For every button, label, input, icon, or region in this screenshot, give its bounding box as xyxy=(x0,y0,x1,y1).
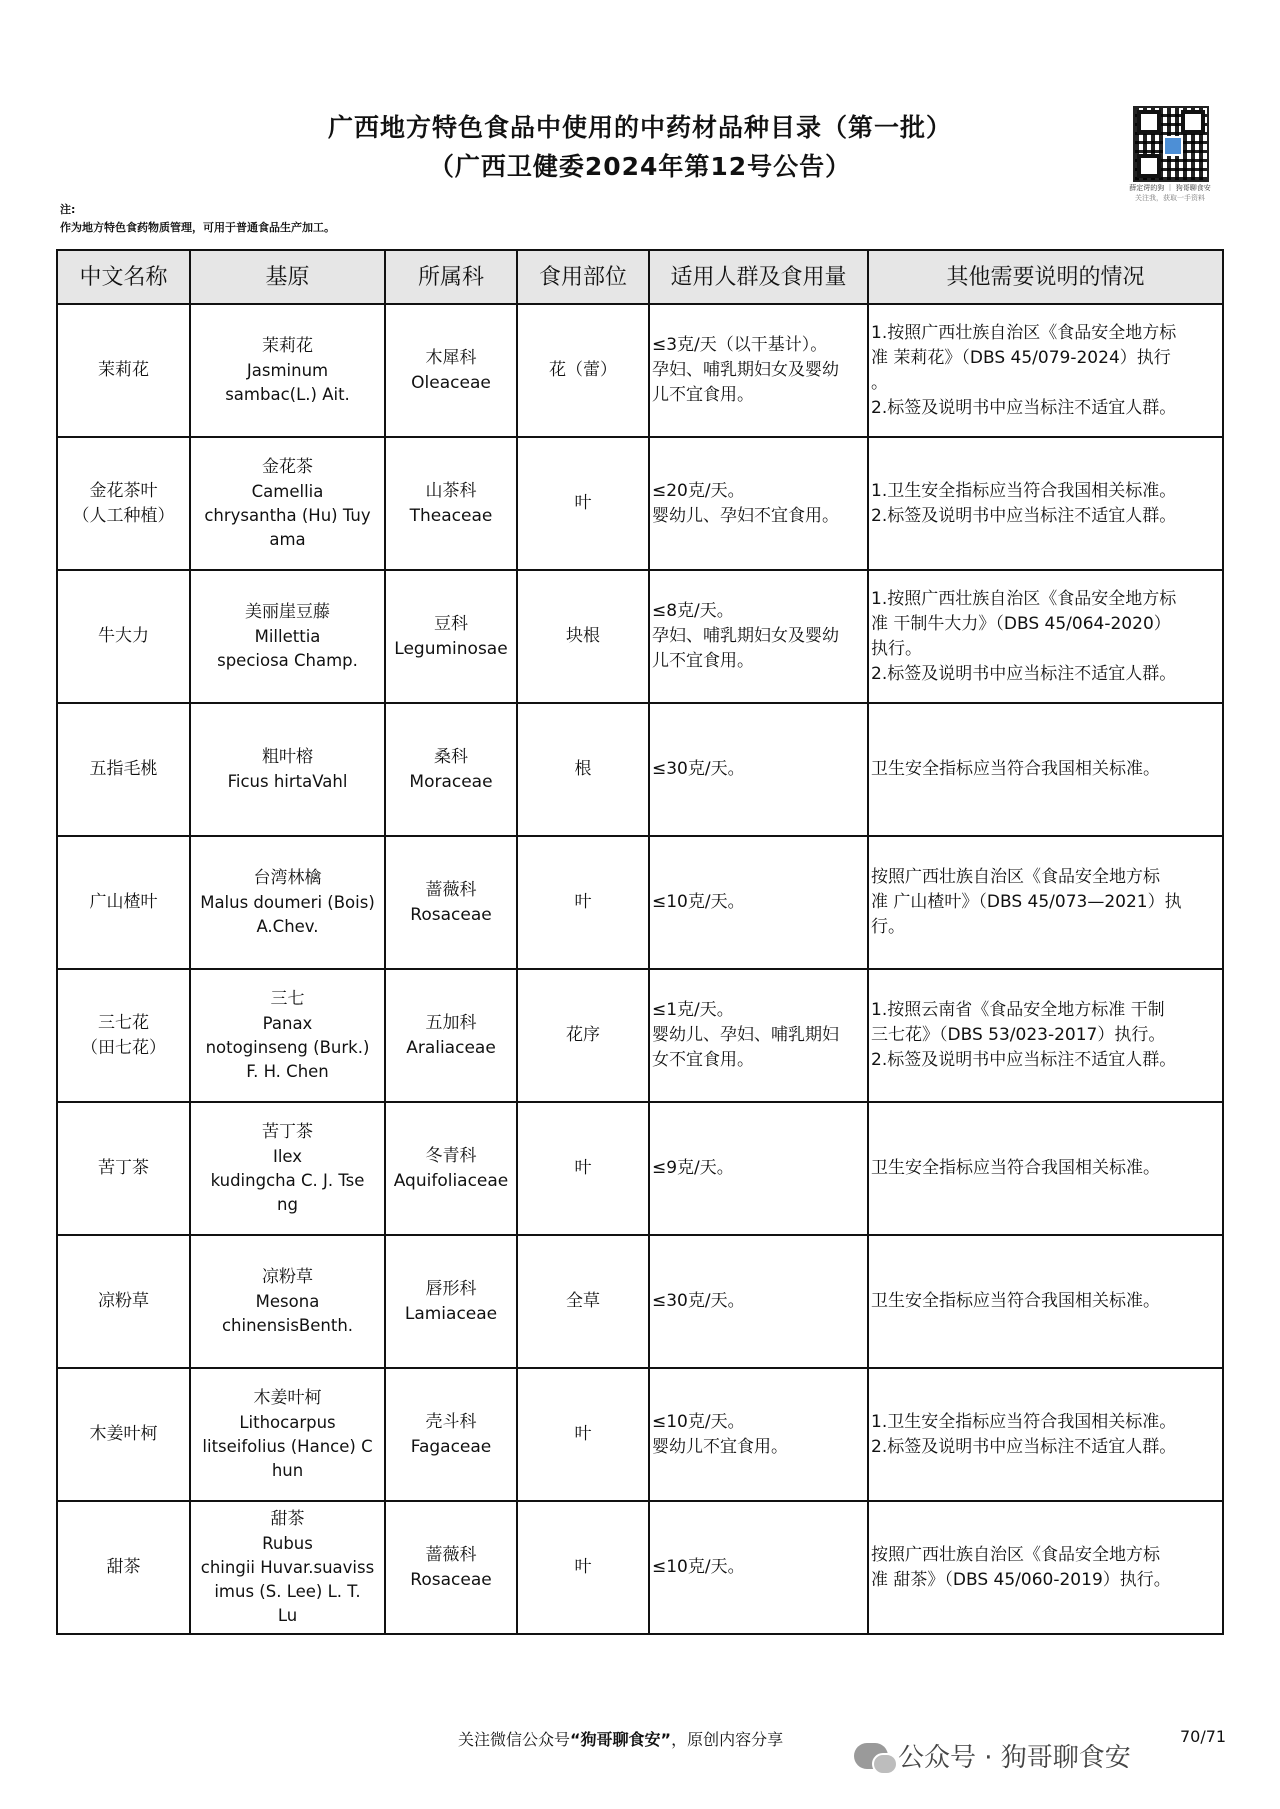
wechat-label: 公众号 · 狗哥聊食安 xyxy=(898,1743,1131,1773)
cell-basal xyxy=(190,703,385,836)
wechat-watermark xyxy=(854,1737,1131,1774)
cell-usage: ≤1克/天。 婴幼儿、孕妇、哺乳期妇 女不宜食用。 xyxy=(649,969,868,1102)
column-header: 适用人群及食用量 xyxy=(649,250,868,304)
cell-notes: 卫生安全指标应当符合我国相关标准。 xyxy=(868,1102,1223,1235)
cell-name: 木姜叶柯 xyxy=(57,1368,190,1501)
cell-notes: 1.卫生安全指标应当符合我国相关标准。 2.标签及说明书中应当标注不适宜人群。 xyxy=(868,1368,1223,1501)
cell-notes: 1.按照广西壮族自治区《食品安全地方标 准 茉莉花》（DBS 45/079-2024）执行 。 2.标签及说明书中应当标注不适宜人群。 xyxy=(868,304,1223,437)
cell-usage: ≤30克/天。 xyxy=(649,703,868,836)
cell-name: 牛大力 xyxy=(57,570,190,703)
page-number: 70/71 xyxy=(1180,1727,1227,1746)
cell-basal xyxy=(190,969,385,1102)
cell-family: 唇形科 Lamiaceae xyxy=(385,1235,517,1368)
cell-notes: 1.按照广西壮族自治区《食品安全地方标 准 干制牛大力》（DBS 45/064-2020） 执行。 2.标签及说明书中应当标注不适宜人群。 xyxy=(868,570,1223,703)
cell-usage: ≤8克/天。 孕妇、哺乳期妇女及婴幼 儿不宜食用。 xyxy=(649,570,868,703)
table-row xyxy=(57,703,1223,836)
cell-notes: 卫生安全指标应当符合我国相关标准。 xyxy=(868,703,1223,836)
cell-family: 蔷薇科 Rosaceae xyxy=(385,1501,517,1634)
qr-code-icon xyxy=(1133,106,1209,182)
basal-latin: Lithocarpus litseifolius (Hance) C hun xyxy=(202,1413,373,1480)
cell-family: 冬青科 Aquifoliaceae xyxy=(385,1102,517,1235)
basal-cn: 台湾林檎 xyxy=(253,868,322,888)
basal-latin: Millettia speciosa Champ. xyxy=(217,627,358,670)
table-row xyxy=(57,836,1223,969)
table-row xyxy=(57,437,1223,570)
table-row xyxy=(57,1102,1223,1235)
column-header: 食用部位 xyxy=(517,250,649,304)
cell-family: 壳斗科 Fagaceae xyxy=(385,1368,517,1501)
table-row xyxy=(57,1368,1223,1501)
note-label: 注: xyxy=(60,203,76,216)
wechat-icon xyxy=(854,1743,888,1769)
cell-name: 苦丁茶 xyxy=(57,1102,190,1235)
basal-latin: Ilex kudingcha C. J. Tse ng xyxy=(210,1147,365,1214)
cell-notes: 1.按照云南省《食品安全地方标准 干制 三七花》（DBS 53/023-2017）执行。 2.标签及说明书中应当标注不适宜人群。 xyxy=(868,969,1223,1102)
cell-name: 五指毛桃 xyxy=(57,703,190,836)
cell-name: 金花茶叶 （人工种植） xyxy=(57,437,190,570)
basal-cn: 三七 xyxy=(270,989,305,1009)
cell-usage: ≤10克/天。 婴幼儿不宜食用。 xyxy=(649,1368,868,1501)
basal-cn: 美丽崖豆藤 xyxy=(245,602,330,622)
cell-part: 叶 xyxy=(517,836,649,969)
column-header: 所属科 xyxy=(385,250,517,304)
cell-name: 凉粉草 xyxy=(57,1235,190,1368)
cell-basal xyxy=(190,1501,385,1634)
cell-basal xyxy=(190,1368,385,1501)
column-header: 其他需要说明的情况 xyxy=(868,250,1223,304)
page-subtitle: （广西卫健委2024年第12号公告） xyxy=(428,152,852,181)
cell-part: 叶 xyxy=(517,1368,649,1501)
page-title: 广西地方特色食品中使用的中药材品种目录（第一批） xyxy=(327,113,952,142)
basal-latin: Camellia chrysantha (Hu) Tuy ama xyxy=(204,482,371,549)
footer-text-after: ，原创内容分享 xyxy=(671,1730,784,1749)
footer-account-name: “狗哥聊食安” xyxy=(570,1730,672,1749)
cell-notes: 卫生安全指标应当符合我国相关标准。 xyxy=(868,1235,1223,1368)
table-row xyxy=(57,1501,1223,1634)
cell-usage: ≤3克/天（以干基计）。 孕妇、哺乳期妇女及婴幼 儿不宜食用。 xyxy=(649,304,868,437)
table-row xyxy=(57,1235,1223,1368)
qr-caption-sub: 关注我，获取一手资料 xyxy=(1135,194,1205,202)
cell-basal xyxy=(190,836,385,969)
cell-basal xyxy=(190,1235,385,1368)
table-header-row xyxy=(57,250,1223,304)
cell-name: 茉莉花 xyxy=(57,304,190,437)
cell-part: 叶 xyxy=(517,1102,649,1235)
cell-usage: ≤10克/天。 xyxy=(649,1501,868,1634)
basal-latin: Rubus chingii Huvar.suaviss imus (S. Lee) L. T. Lu xyxy=(200,1534,375,1625)
basal-latin: Malus doumeri (Bois) A.Chev. xyxy=(200,893,375,936)
cell-usage: ≤20克/天。 婴幼儿、孕妇不宜食用。 xyxy=(649,437,868,570)
cell-part: 花序 xyxy=(517,969,649,1102)
basal-cn: 苦丁茶 xyxy=(262,1122,313,1142)
basal-cn: 木姜叶柯 xyxy=(253,1388,322,1408)
table-row xyxy=(57,570,1223,703)
cell-name: 甜茶 xyxy=(57,1501,190,1634)
cell-family: 桑科 Moraceae xyxy=(385,703,517,836)
cell-basal xyxy=(190,1102,385,1235)
footer-text-before: 关注微信公众号 xyxy=(458,1730,571,1749)
cell-family: 木犀科 Oleaceae xyxy=(385,304,517,437)
cell-name: 三七花 （田七花） xyxy=(57,969,190,1102)
column-header: 基原 xyxy=(190,250,385,304)
note-text: 作为地方特色食药物质管理，可用于普通食品生产加工。 xyxy=(60,221,335,234)
cell-part: 全草 xyxy=(517,1235,649,1368)
basal-latin: Ficus hirtaVahl xyxy=(227,772,348,791)
catalog-table xyxy=(56,249,1224,1635)
cell-basal xyxy=(190,437,385,570)
basal-cn: 甜茶 xyxy=(270,1509,305,1529)
basal-latin: Panax notoginseng (Burk.) F. H. Chen xyxy=(205,1014,370,1081)
cell-notes: 按照广西壮族自治区《食品安全地方标 准 甜茶》（DBS 45/060-2019）执行。 xyxy=(868,1501,1223,1634)
cell-part: 叶 xyxy=(517,1501,649,1634)
table-row xyxy=(57,969,1223,1102)
cell-basal xyxy=(190,570,385,703)
basal-cn: 茉莉花 xyxy=(262,336,313,356)
cell-part: 叶 xyxy=(517,437,649,570)
basal-cn: 凉粉草 xyxy=(262,1267,313,1287)
cell-usage: ≤10克/天。 xyxy=(649,836,868,969)
qr-caption: 薛定谔的狗 ｜ 狗哥聊食安 xyxy=(1129,184,1211,192)
basal-latin: Mesona chinensisBenth. xyxy=(221,1292,354,1335)
cell-notes: 1.卫生安全指标应当符合我国相关标准。 2.标签及说明书中应当标注不适宜人群。 xyxy=(868,437,1223,570)
footer-text xyxy=(458,1727,783,1750)
cell-family: 豆科 Leguminosae xyxy=(385,570,517,703)
basal-cn: 粗叶榕 xyxy=(262,747,313,767)
cell-family: 蔷薇科 Rosaceae xyxy=(385,836,517,969)
cell-notes: 按照广西壮族自治区《食品安全地方标 准 广山楂叶》（DBS 45/073—2021）执 行。 xyxy=(868,836,1223,969)
column-header: 中文名称 xyxy=(57,250,190,304)
cell-usage: ≤9克/天。 xyxy=(649,1102,868,1235)
cell-family: 山茶科 Theaceae xyxy=(385,437,517,570)
basal-latin: Jasminum sambac(L.) Ait. xyxy=(225,361,350,404)
cell-name: 广山楂叶 xyxy=(57,836,190,969)
cell-usage: ≤30克/天。 xyxy=(649,1235,868,1368)
basal-cn: 金花茶 xyxy=(262,457,313,477)
cell-family: 五加科 Araliaceae xyxy=(385,969,517,1102)
cell-part: 花（蕾） xyxy=(517,304,649,437)
cell-part: 块根 xyxy=(517,570,649,703)
cell-part: 根 xyxy=(517,703,649,836)
cell-basal xyxy=(190,304,385,437)
table-row xyxy=(57,304,1223,437)
